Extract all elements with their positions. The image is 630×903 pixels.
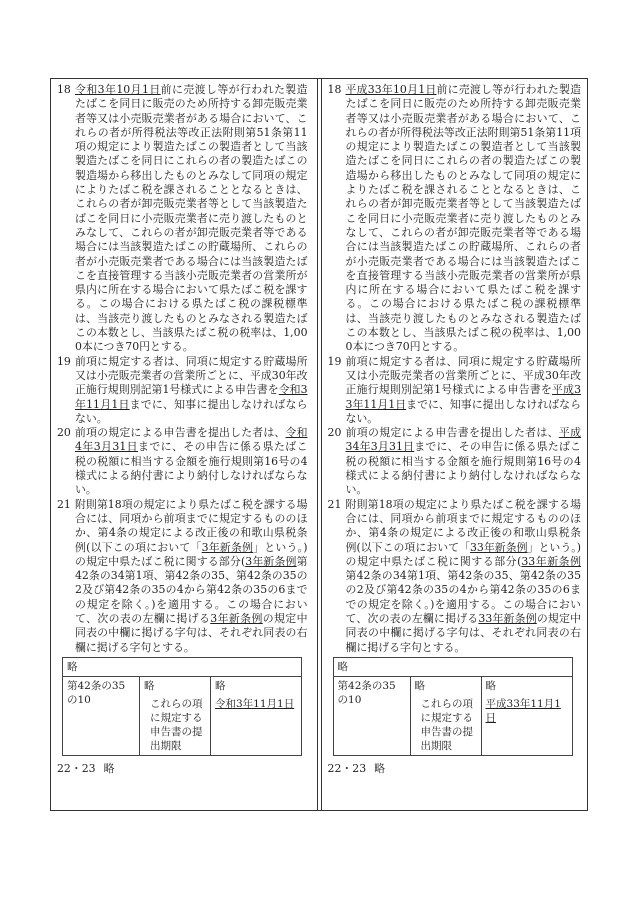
current-date: 平成33年11月1日 xyxy=(345,383,581,411)
paragraph-18 xyxy=(328,83,581,355)
current-date: 平成34年3月31日 xyxy=(345,426,581,454)
paragraph-19 xyxy=(57,355,308,426)
paragraph-text: 第42条の34第1項、第42条の35、第42条の35の2及び第42条の35の4から第42条の35の6までの規定を除く。)を適用する。この場合において、次の表の左欄に掲げる xyxy=(345,569,581,625)
paragraph-18 xyxy=(57,83,308,355)
paragraph-21 xyxy=(57,498,308,655)
replacement-table xyxy=(333,657,573,756)
paragraph-number: 19 xyxy=(57,354,71,368)
table-cell-replacement-date: 令和3年11月1日 xyxy=(215,697,295,710)
ordinance-name: 3年新条例 xyxy=(245,554,297,568)
paragraph-text: の規定中同表の中欄に掲げる字句は、それぞれ同表の右欄に掲げる字句とする。 xyxy=(75,611,308,654)
paragraph-text: 前に売渡し等が行われた製造たばこを同日に販売のため所持する卸売販売業者等又は小売販売業者がある場合において、これらの者が所得税法等改正法附則第51条第11項の規定により製造たばこの製造者として当該製造たばこを同日にこれらの者の製造たばこの製造場から移出したものとみなして同項の規定によりたばこ税を課されることとなるときは、これらの者が卸売販売業者等として当該製造たばこを同日に小売販売業者に売り渡したものとみなして、これらの者が卸売販売業者等である場合には当該製造たばこの貯蔵場所、これらの者が小売販売業者である場合には当該製造たばこを直接管理する当該小売販売業者の営業所が県内に所在する場合において県たばこ税を課する。この場合における県たばこ税の課税標準は、当該売り渡したものとみなされる製造たばこの本数とし、当該県たばこ税の税率は、1,000本につき70円とする。 xyxy=(75,83,308,354)
paragraph-text: 前項の規定による申告書を提出した者は、 xyxy=(345,426,559,440)
amended-date: 令和4年3月31日 xyxy=(75,426,308,454)
paragraph-number: 18 xyxy=(57,83,71,96)
ordinance-name: 33年新条例 xyxy=(469,540,528,554)
paragraph-number: 20 xyxy=(327,426,342,440)
omitted-text: 略 xyxy=(103,761,115,775)
ordinance-name: 33年新条例 xyxy=(478,611,537,625)
current-date: 平成33年10月1日 xyxy=(345,83,437,96)
paragraph-text: までに、知事に提出しなければならない。 xyxy=(345,397,581,425)
paragraph-text: 」という。)の規定中県たばこ税に関する部分( xyxy=(345,540,582,568)
paragraph-text: までに、その申告に係る県たばこ税の税額に相当する金額を施行規則第16号の4様式による納付書により納付しなければならない。 xyxy=(345,440,581,497)
table-cell-omitted: 略 xyxy=(63,657,302,676)
ordinance-name: 3年新条例 xyxy=(201,540,254,554)
table-cell-original-phrase: これらの項に規定する申告書の提出期限 xyxy=(410,695,481,756)
ordinance-name: 33年新条例 xyxy=(521,554,581,568)
paragraph-21 xyxy=(328,498,581,655)
paragraph-text: 前項の規定による申告書を提出した者は、 xyxy=(75,426,286,440)
paragraph-number: 20 xyxy=(57,426,71,440)
table-cell-article: 第42条の35の10 xyxy=(63,676,140,755)
table-cell-article: 第42条の35の10 xyxy=(333,676,410,755)
paragraph-20 xyxy=(328,426,581,497)
paragraph-number: 22・23 xyxy=(57,761,96,775)
paragraph-text: 前に売渡し等が行われた製造たばこを同日に販売のため所持する卸売販売業者等又は小売販売業者がある場合において、これらの者が所得税法等改正法附則第51条第11項の規定により製造たばこの製造者として当該製造たばこを同日にこれらの者の製造たばこの製造場から移出したものとみなして同項の規定によりたばこ税を課されることとなるときは、これらの者が卸売販売業者等として当該製造たばこを同日に小売販売業者に売り渡したものとみなして、これらの者が卸売販売業者等である場合には当該製造たばこの貯蔵場所、これらの者が小売販売業者である場合には当該製造たばこを直接管理する当該小売販売業者の営業所が県内に所在する場合において県たばこ税を課する。この場合における県たばこ税の課税標準は、当該売り渡したものとみなされる製造たばこの本数とし、当該県たばこ税の税率は、1,000本につき70円とする。 xyxy=(345,83,581,354)
paragraph-text: 前項に規定する者は、同項に規定する貯蔵場所又は小売販売業者の営業所ごとに、平成30年改正施行規則別記第1号様式による申告書を xyxy=(75,354,308,397)
ordinance-name: 3年新条例 xyxy=(210,611,263,625)
paragraph-text: までに、その申告に係る県たばこ税の税額に相当する金額を施行規則第16号の4様式による納付書により納付しなければならない。 xyxy=(75,440,308,497)
omitted-text: 略 xyxy=(374,761,386,775)
paragraph-text: 附則第18項の規定により県たばこ税を課する場合には、同項から前項までに規定するもののほか、第4条の規定による改正後の和歌山県税条例(以下この項において「 xyxy=(75,497,308,554)
amended-date: 令和3年11月1日 xyxy=(75,383,308,411)
right-column-current xyxy=(321,79,587,810)
table-cell-original-phrase: これらの項に規定する申告書の提出期限 xyxy=(140,695,211,756)
table-cell-omitted: 略 xyxy=(211,676,302,695)
paragraph-number: 22・23 xyxy=(327,761,367,775)
paragraph-number: 18 xyxy=(327,83,342,96)
paragraph-text: 第42条の34第1項、第42条の35、第42条の35の2及び第42条の35の4から第42条の35の6までの規定を除く。)を適用する。この場合において、次の表の左欄に掲げる xyxy=(75,554,308,625)
table-cell-omitted: 略 xyxy=(333,657,572,676)
paragraph-number: 21 xyxy=(327,497,342,511)
paragraph-text: 附則第18項の規定により県たばこ税を課する場合には、同項から前項までに規定するもののほか、第4条の規定による改正後の和歌山県税条例(以下この項において「 xyxy=(345,497,581,554)
paragraph-text: 」という。)の規定中県たばこ税に関する部分( xyxy=(75,540,308,568)
paragraph-20 xyxy=(57,426,308,497)
paragraph-text: までに、知事に提出しなければならない。 xyxy=(75,397,308,425)
paragraph-text: の規定中同表の中欄に掲げる字句は、それぞれ同表の右欄に掲げる字句とする。 xyxy=(345,611,581,654)
replacement-table xyxy=(62,657,302,756)
left-column-amended xyxy=(51,79,318,810)
paragraph-number: 21 xyxy=(57,497,71,511)
paragraph-19 xyxy=(328,355,581,426)
comparison-table xyxy=(50,78,588,811)
table-cell-omitted: 略 xyxy=(410,676,481,695)
paragraphs-22-23 xyxy=(328,760,581,776)
paragraph-number: 19 xyxy=(327,354,342,368)
amended-date: 令和3年10月1日 xyxy=(75,83,161,96)
table-cell-omitted: 略 xyxy=(140,676,211,695)
table-cell-replacement-date: 平成33年11月1日 xyxy=(485,697,561,724)
paragraphs-22-23 xyxy=(57,760,308,776)
paragraph-text: 前項に規定する者は、同項に規定する貯蔵場所又は小売販売業者の営業所ごとに、平成30年改正施行規則別記第1号様式による申告書を xyxy=(345,354,581,397)
table-cell-omitted: 略 xyxy=(481,676,572,695)
